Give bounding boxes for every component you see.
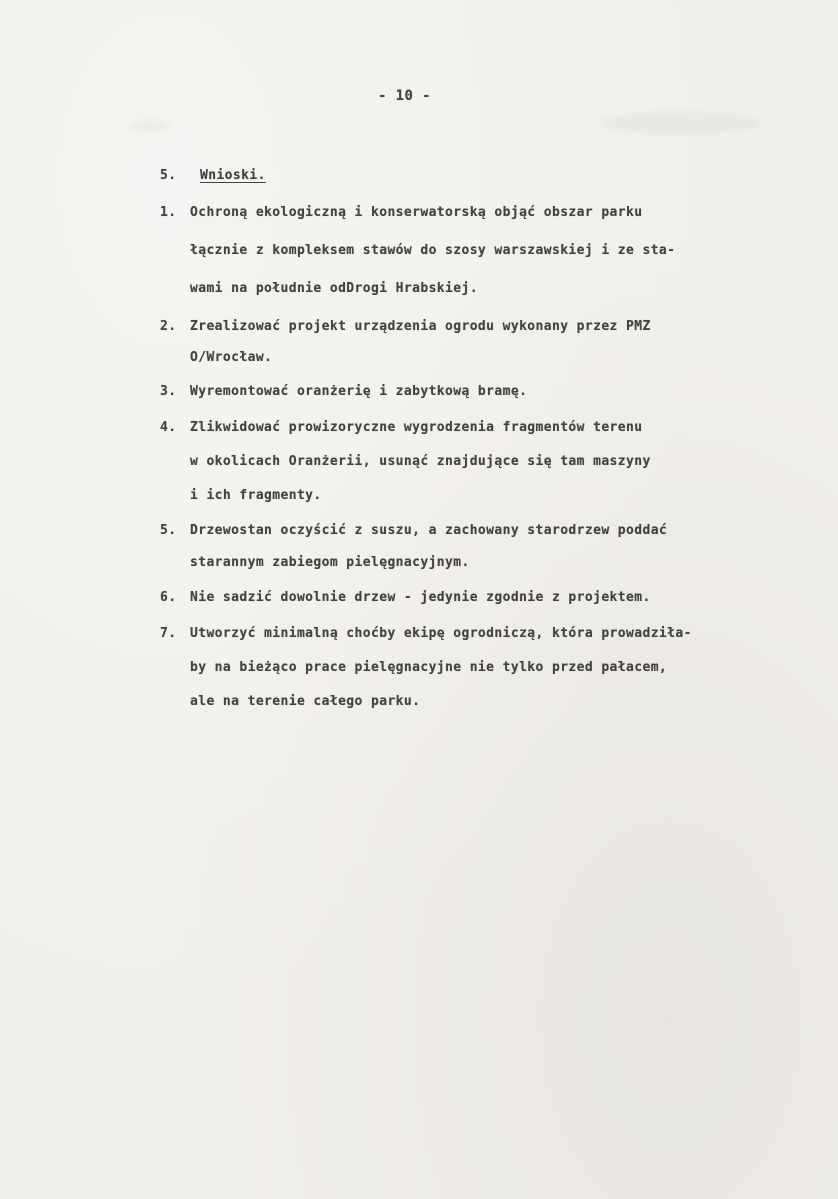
item-text-line: Zrealizować projekt urządzenia ogrodu wykonany przez PMZ [190,319,651,334]
item-text-line: starannym zabiegom pielęgnacyjnym. [190,555,470,570]
item-number: 3. [160,384,177,399]
item-number: 4. [160,420,177,435]
item-text-line: Ochroną ekologiczną i konserwatorską objąć obszar parku [190,205,643,220]
page-number: - 10 - [378,88,431,104]
item-text-line: i ich fragmenty. [190,488,322,503]
item-text-line: łącznie z kompleksem stawów do szosy warszawskiej i ze sta- [190,243,676,258]
item-number: 6. [160,590,177,605]
item-number: 2. [160,319,177,334]
item-text-line: O/Wrocław. [190,350,273,365]
item-text-line: by na bieżąco prace pielęgnacyjne nie tylko przed pałacem, [190,660,668,675]
item-number: 5. [160,523,177,538]
paper-smudge [600,112,760,134]
item-number: 7. [160,626,177,641]
section-title: Wnioski. [200,168,266,183]
item-text-line: Wyremontować oranżerię i zabytkową bramę. [190,384,528,399]
item-text-line: Zlikwidować prowizoryczne wygrodzenia fragmentów terenu [190,420,643,435]
item-text-line: Nie sadzić dowolnie drzew - jedynie zgodnie z projektem. [190,590,651,605]
item-text-line: Drzewostan oczyścić z suszu, a zachowany starodrzew poddać [190,523,668,538]
item-text-line: w okolicach Oranżerii, usunąć znajdujące się tam maszyny [190,454,651,469]
item-number: 1. [160,205,177,220]
item-text-line: wami na południe odDrogi Hrabskiej. [190,281,478,296]
section-number: 5. [160,168,177,183]
item-text-line: ale na terenie całego parku. [190,694,421,709]
paper-smudge [130,120,170,132]
item-text-line: Utworzyć minimalną choćby ekipę ogrodniczą, która prowadziła- [190,626,692,641]
